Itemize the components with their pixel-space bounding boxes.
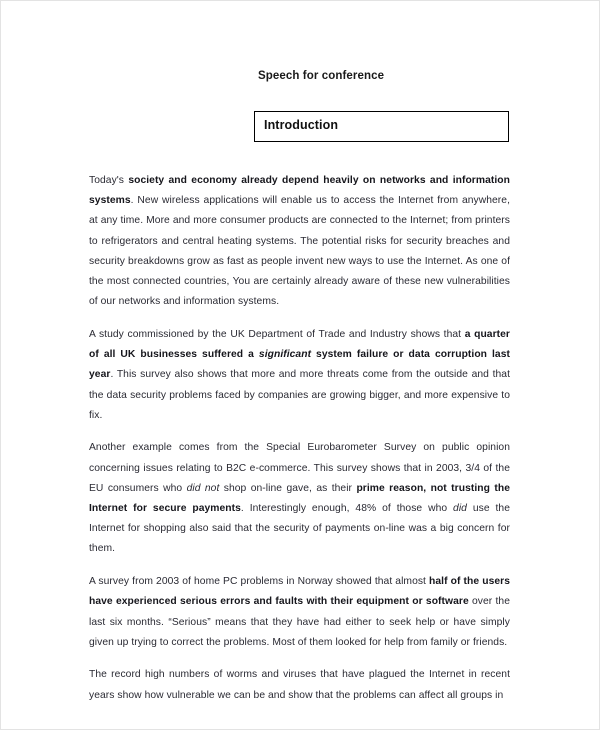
page-title: Speech for conference xyxy=(258,70,385,82)
body-paragraph-truncated: The record high numbers of worms and viruses that have plagued the Internet in recent years show how vulnerable we can be and show that the problems can affect all groups in xyxy=(89,669,510,701)
body-paragraph: A study commissioned by the UK Department of Trade and Industry shows that a quarter of all UK businesses suffered a significant system failure or data corruption last year. This survey also shows that more and more threats come from the outside and that the data security problems faced by companies are growing bigger, and more expensive to fix. xyxy=(89,328,510,421)
body-paragraph: Another example comes from the Special Eurobarometer Survey on public opinion concerning issues relating to B2C e-commerce. This survey shows that in 2003, 3/4 of the EU consumers who did not shop on-line gave, as their prime reason, not trusting the Internet for secure payments. Interestingly enough, 48% of those who did use the Internet for shopping also said that the security of payments on-line was a big concern for them. xyxy=(89,442,510,555)
section-heading-label: Introduction xyxy=(264,118,339,132)
body-paragraph: Today's society and economy already depend heavily on networks and information systems. New wireless applications will enable us to access the Internet from anywhere, at any time. More and more consumer products are connected to the Internet; from printers to refrigerators and central heating systems. The potential risks for security breaches and security breakdowns grow as fast as people invent new ways to use the Internet. As one of the most connected countries, You are certainly already aware of these new vulnerabilities of our networks and information systems. xyxy=(89,175,510,308)
document-body xyxy=(89,171,510,706)
body-paragraph: A survey from 2003 of home PC problems in Norway showed that almost half of the users have experienced serious errors and faults with their equipment or software over the last six months. “Serious” means that they have had either to seek help or have simply given up trying to correct the problems. Most of them looked for help from family or friends. xyxy=(89,576,510,648)
section-heading-box xyxy=(254,111,509,142)
